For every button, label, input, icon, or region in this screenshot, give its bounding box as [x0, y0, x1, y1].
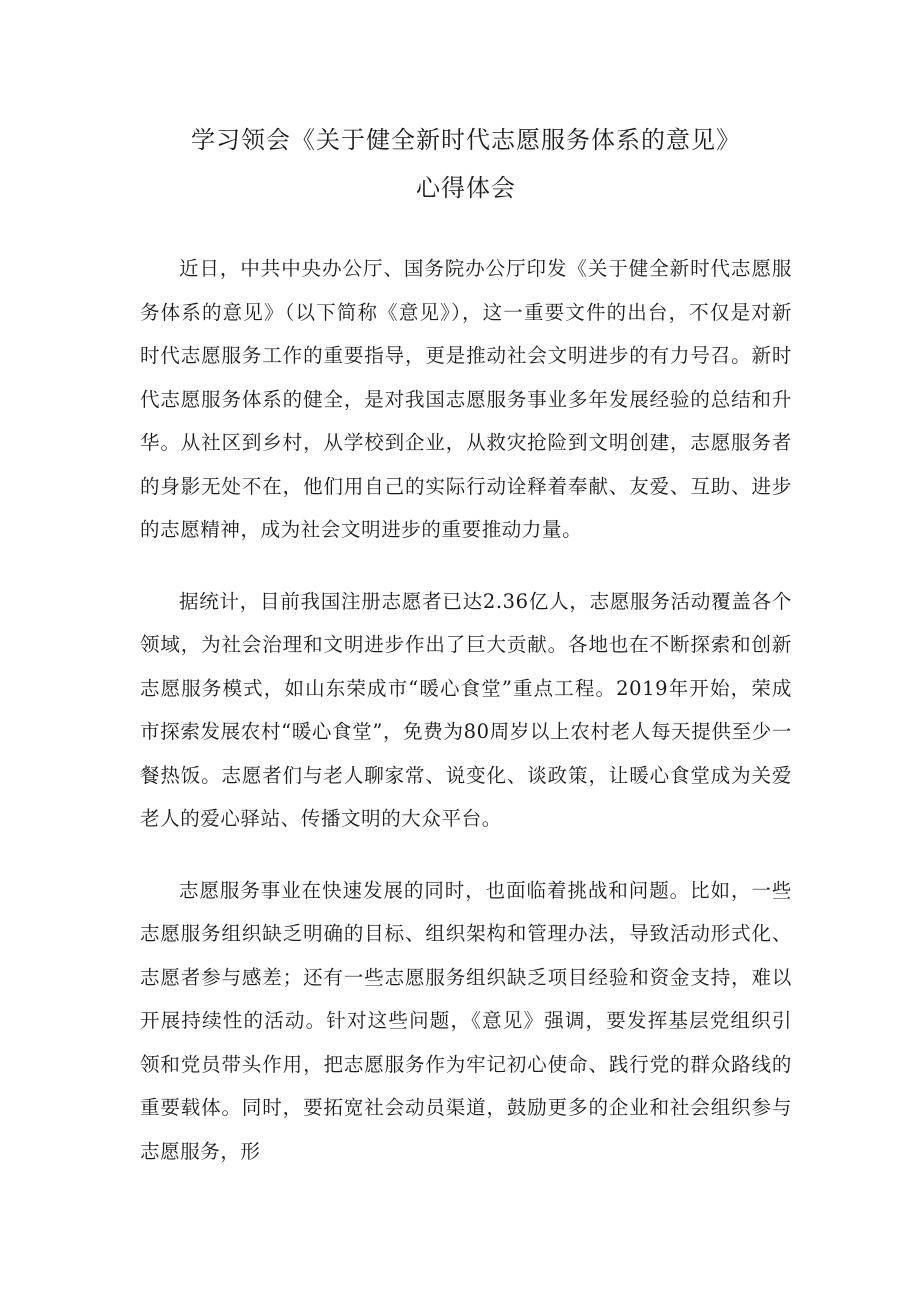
paragraph-2: 据统计，目前我国注册志愿者已达2.36亿人，志愿服务活动覆盖各个领域，为社会治理和文明进步作出了巨大贡献。各地也在不断探索和创新志愿服务模式，如山东荣成市“暖心食堂”重点工程。2019年开始，荣成市探索发展农村“暖心食堂”，免费为80周岁以上农村老人每天提供至少一餐热饭。志愿者们与老人聊家常、说变化、谈政策，让暖心食堂成为关爱老人的爱心驿站、传播文明的大众平台。	[140, 589, 792, 830]
paragraph-3: 志愿服务事业在快速发展的同时，也面临着挑战和问题。比如，一些志愿服务组织缺乏明确的目标、组织架构和管理办法，导致活动形式化、志愿者参与感差；还有一些志愿服务组织缺乏项目经验和资金支持，难以开展持续性的活动。针对这些问题，《意见》强调，要发挥基层党组织引领和党员带头作用，把志愿服务作为牢记初心使命、践行党的群众路线的重要载体。同时，要拓宽社会动员渠道，鼓励更多的企业和社会组织参与志愿服务，形	[140, 878, 792, 1163]
title-line-1: 学习领会《关于健全新时代志愿服务体系的意见》	[191, 126, 741, 154]
document-title	[140, 117, 792, 211]
document-body	[140, 247, 792, 1173]
title-line-2: 心得体会	[416, 174, 516, 202]
paragraph-1: 近日，中共中央办公厅、国务院办公厅印发《关于健全新时代志愿服务体系的意见》（以下简称《意见》），这一重要文件的出台，不仅是对新时代志愿服务工作的重要指导，更是推动社会文明进步的有力号召。新时代志愿服务体系的健全，是对我国志愿服务事业多年发展经验的总结和升华。从社区到乡村，从学校到企业，从救灾抢险到文明创建，志愿服务者的身影无处不在，他们用自己的实际行动诠释着奉献、友爱、互助、进步的志愿精神，成为社会文明进步的重要推动力量。	[140, 257, 792, 541]
